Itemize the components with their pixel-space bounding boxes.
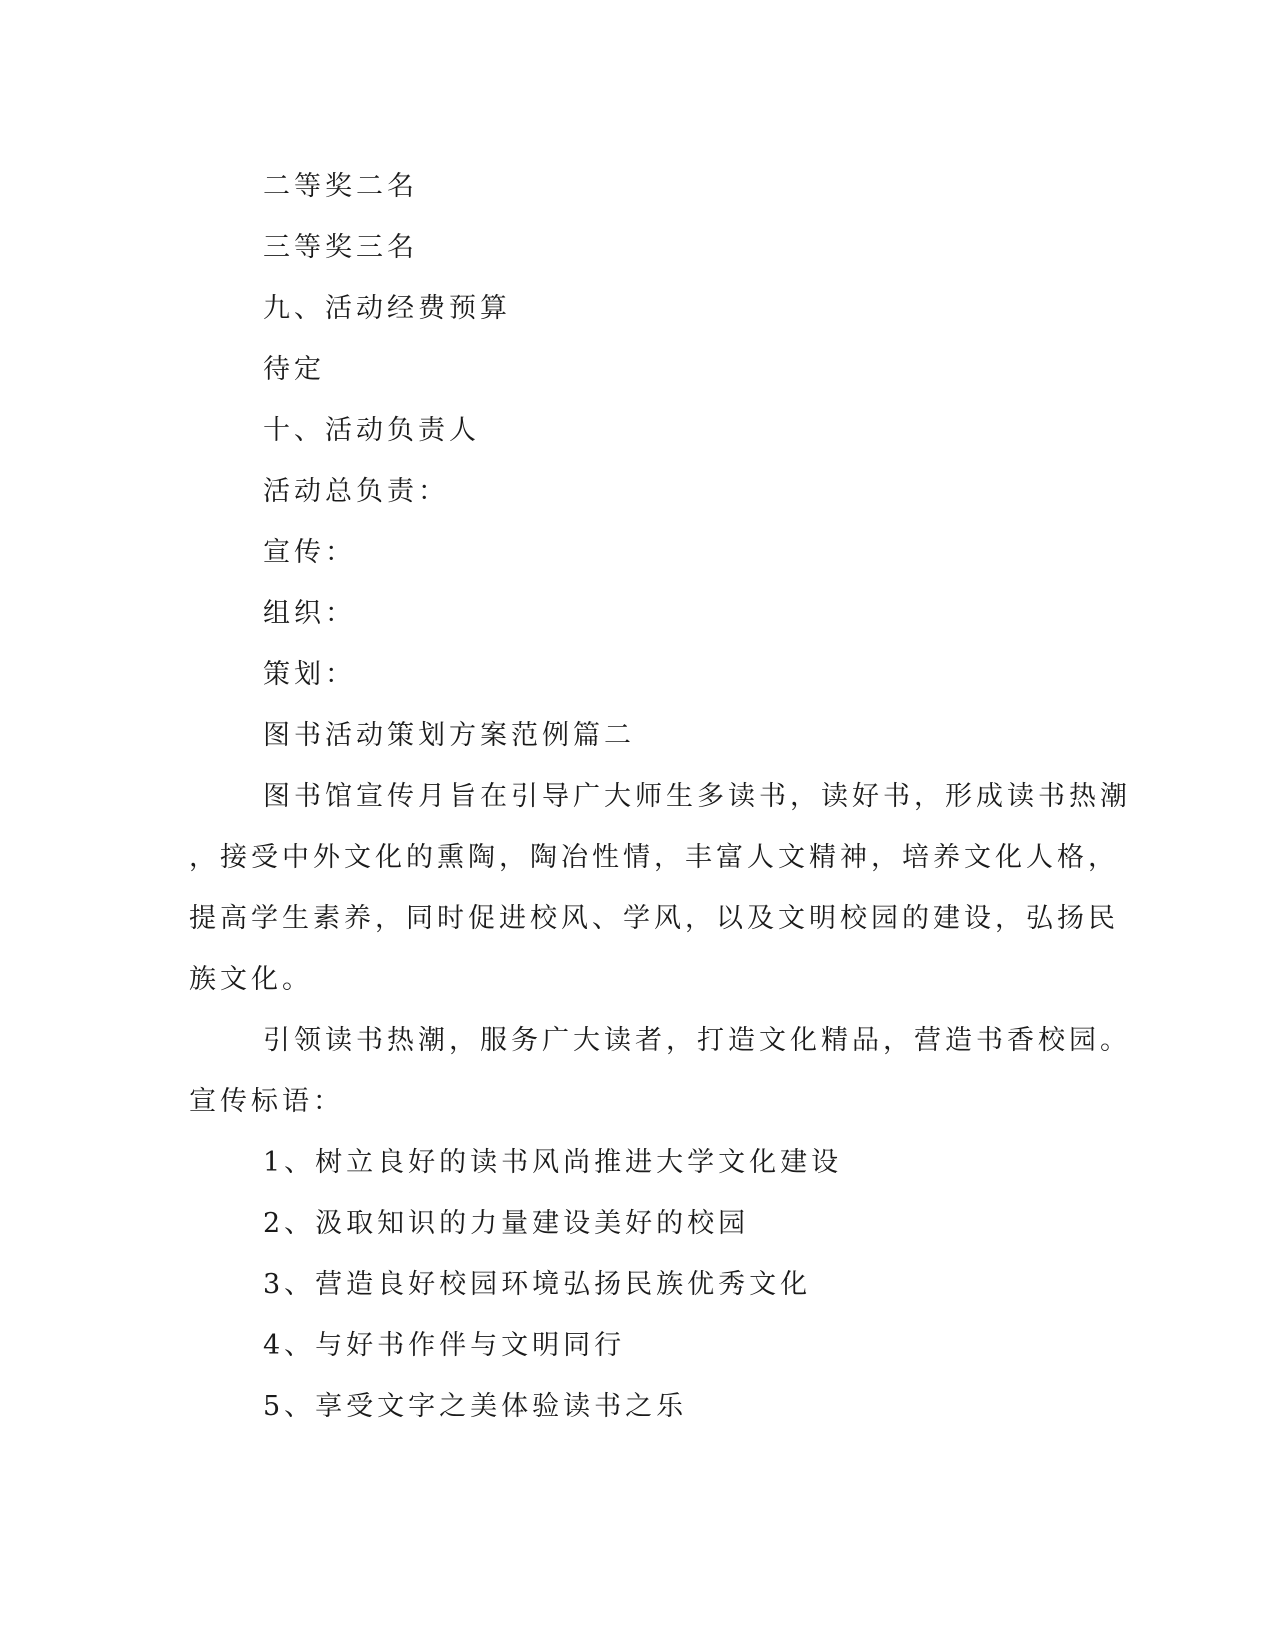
paragraph-intro-line-2: ，接受中外文化的熏陶，陶冶性情，丰富人文精神，培养文化人格， bbox=[189, 842, 1119, 873]
line-publicity: 宣传： bbox=[263, 537, 356, 568]
section-example-two-title: 图书活动策划方案范例篇二 bbox=[263, 720, 635, 751]
paragraph-theme: 引领读书热潮，服务广大读者，打造文化精品，营造书香校园。 bbox=[263, 1025, 1131, 1056]
paragraph-intro-line-3: 提高学生素养，同时促进校风、学风，以及文明校园的建设，弘扬民 bbox=[189, 903, 1119, 934]
line-third-prize: 三等奖三名 bbox=[263, 232, 418, 263]
slogan-item-2: 2、汲取知识的力量建设美好的校园 bbox=[263, 1208, 750, 1239]
paragraph-intro-line-4: 族文化。 bbox=[189, 964, 313, 995]
line-second-prize: 二等奖二名 bbox=[263, 171, 418, 202]
slogan-item-4: 4、与好书作伴与文明同行 bbox=[263, 1330, 626, 1361]
slogan-item-5: 5、享受文字之美体验读书之乐 bbox=[263, 1391, 688, 1422]
slogan-item-3: 3、营造良好校园环境弘扬民族优秀文化 bbox=[263, 1269, 812, 1300]
slogans-heading: 宣传标语： bbox=[189, 1086, 344, 1117]
section-leader-heading: 十、活动负责人 bbox=[263, 415, 480, 446]
section-budget-heading: 九、活动经费预算 bbox=[263, 293, 511, 324]
line-planning: 策划： bbox=[263, 659, 356, 690]
line-general-leader: 活动总负责： bbox=[263, 476, 449, 507]
line-budget-value: 待定 bbox=[263, 354, 325, 385]
slogan-item-1: 1、树立良好的读书风尚推进大学文化建设 bbox=[263, 1147, 843, 1178]
line-organization: 组织： bbox=[263, 598, 356, 629]
paragraph-intro-line-1: 图书馆宣传月旨在引导广大师生多读书，读好书，形成读书热潮 bbox=[263, 781, 1131, 812]
